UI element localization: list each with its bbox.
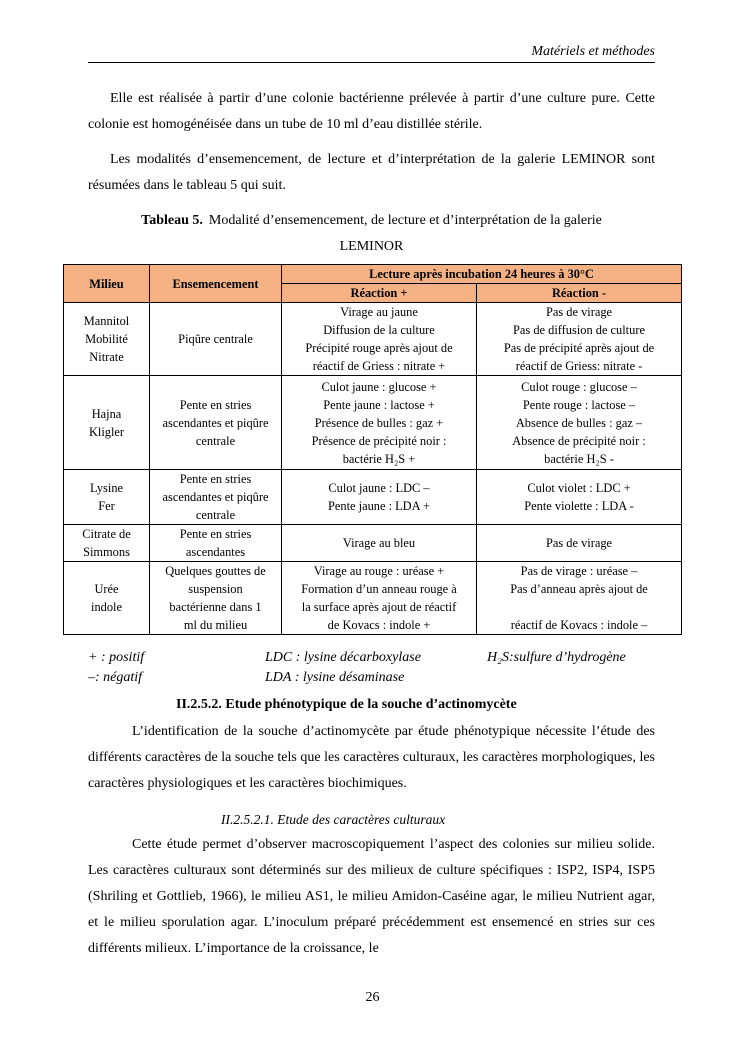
cell-line bbox=[480, 598, 678, 616]
cell-line: la surface après ajout de réactif bbox=[301, 600, 457, 614]
table-row bbox=[64, 525, 682, 562]
cell-line: Pente en stries bbox=[179, 397, 252, 412]
cell-neg bbox=[477, 376, 682, 470]
cell-line: bactérie H₂S - bbox=[544, 451, 614, 466]
cell-line: Pas de virage : uréase – bbox=[520, 564, 638, 578]
cell-line: Culot violet : LDC + bbox=[527, 481, 631, 495]
section-heading: II.2.5.2. Etude phénotypique de la souche d’actinomycète bbox=[176, 697, 517, 712]
cell-line: Culot jaune : LDC – bbox=[328, 481, 430, 495]
cell-milieu bbox=[64, 470, 150, 525]
page-number: 26 bbox=[365, 990, 380, 1005]
cell-line: Pas de précipité après ajout de bbox=[503, 341, 655, 355]
cell-line: Présence de bulles : gaz + bbox=[314, 415, 444, 430]
legend-lda: LDA : lysine désaminase bbox=[265, 670, 405, 685]
cell-pos bbox=[282, 525, 477, 562]
legend-negative: –: négatif bbox=[88, 670, 143, 685]
cell-line: Pente jaune : LDA + bbox=[328, 499, 430, 513]
header-reaction-positive: Réaction + bbox=[282, 284, 477, 303]
paragraph-1-text: Elle est réalisée à partir d’une colonie bactérienne prélevée à partir d’une culture pure. Cette colonie est homogénéisée dans un tube de 10 ml d’eau distillée stérile. bbox=[88, 91, 655, 132]
leminor-table bbox=[63, 264, 682, 635]
legend-h2s: H₂S:sulfure d’hydrogène bbox=[487, 650, 626, 665]
cell-ensemencement bbox=[150, 470, 282, 525]
cell-milieu bbox=[64, 525, 150, 562]
cell-line: Quelques gouttes de bbox=[165, 564, 266, 578]
cell-milieu bbox=[64, 303, 150, 376]
cell-line: centrale bbox=[195, 433, 236, 448]
cell-line: Virage au bleu bbox=[342, 536, 416, 550]
table-row bbox=[64, 470, 682, 525]
table-row bbox=[64, 376, 682, 470]
cell-line: Pente violette : LDA - bbox=[524, 499, 634, 513]
cell-line: Culot jaune : glucose + bbox=[321, 379, 437, 394]
cell-line: Mannitol bbox=[83, 314, 130, 328]
cell-line: Diffusion de la culture bbox=[323, 323, 435, 337]
cell-line: Pente en stries bbox=[179, 472, 252, 486]
table-row bbox=[64, 562, 682, 635]
caption-text: Modalité d’ensemencement, de lecture et d’interprétation de la galerie bbox=[208, 213, 602, 228]
table-caption bbox=[88, 208, 655, 260]
cell-line: bactérienne dans 1 bbox=[169, 600, 262, 614]
cell-line: Fer bbox=[98, 499, 115, 513]
cell-ensemencement bbox=[150, 376, 282, 470]
cell-line: ascendantes bbox=[185, 545, 246, 559]
paragraph-2 bbox=[88, 147, 655, 199]
cell-line: Pente jaune : lactose + bbox=[323, 397, 435, 412]
cell-line: ascendantes et piqûre bbox=[162, 415, 269, 430]
cell-line: Kligler bbox=[88, 424, 125, 439]
cell-neg bbox=[477, 525, 682, 562]
cell-ensemencement bbox=[150, 525, 282, 562]
cell-pos bbox=[282, 562, 477, 635]
cell-pos bbox=[282, 470, 477, 525]
caption-label: Tableau 5. bbox=[141, 213, 203, 228]
cell-line: Pas de virage bbox=[545, 305, 613, 319]
cell-line: réactif de Kovacs : indole – bbox=[510, 618, 648, 632]
cell-line: Virage au jaune bbox=[340, 305, 418, 319]
cell-line: ml du milieu bbox=[183, 618, 248, 632]
cell-milieu bbox=[64, 376, 150, 470]
cell-line: suspension bbox=[188, 582, 243, 596]
cell-line: Urée bbox=[94, 582, 119, 596]
cell-line: Nitrate bbox=[89, 350, 124, 364]
cell-line: bactérie H₂S + bbox=[342, 451, 416, 466]
paragraph-4-text: Cette étude permet d’observer macroscopiquement l’aspect des colonies sur milieu solide. Les caractères culturaux sont déterminés sur des milieux de culture spécifiques : ISP2, ISP4, ISP5 (Shriling et Gottlieb, 1966), le milieu AS1, le milieu Amidon-Caséine agar, le milieu Nutrient agar, et le milieu sporulation agar. L’inoculum préparé précédemment est ensemencé en stries sur ces différents milieux. L’importance de la croissance, le bbox=[88, 837, 655, 956]
cell-line: réactif de Griess : nitrate + bbox=[312, 359, 446, 373]
cell-milieu bbox=[64, 562, 150, 635]
cell-line: réactif de Griess: nitrate - bbox=[515, 359, 643, 373]
cell-line: Absence de bulles : gaz – bbox=[515, 415, 643, 430]
cell-line: Pente en stries bbox=[179, 527, 252, 541]
cell-line: Précipité rouge après ajout de bbox=[305, 341, 453, 355]
header-lecture: Lecture après incubation 24 heures à 30°C bbox=[282, 265, 682, 284]
caption-line-1 bbox=[88, 208, 655, 234]
cell-line: Absence de précipité noir : bbox=[512, 433, 646, 448]
paragraph-3 bbox=[88, 719, 655, 797]
table-body bbox=[64, 303, 682, 635]
cell-ensemencement bbox=[150, 303, 282, 376]
cell-line: Formation d’un anneau rouge à bbox=[301, 582, 457, 596]
cell-neg bbox=[477, 470, 682, 525]
legend-ldc: LDC : lysine décarboxylase bbox=[265, 650, 421, 665]
header-reaction-negative: Réaction - bbox=[477, 284, 682, 303]
cell-line: Culot rouge : glucose – bbox=[521, 379, 637, 394]
cell-line: indole bbox=[91, 600, 122, 614]
cell-neg bbox=[477, 562, 682, 635]
cell-line: Lysine bbox=[89, 481, 124, 495]
cell-line: Pas d’anneau après ajout de bbox=[510, 582, 648, 596]
cell-line: centrale bbox=[195, 508, 236, 522]
caption-text-2: LEMINOR bbox=[339, 239, 404, 254]
cell-line: Hajna bbox=[91, 406, 122, 421]
paragraph-3-text: L’identification de la souche d’actinomycète par étude phénotypique nécessite l’étude des différents caractères de la souche tels que les caractères culturaux, les caractères morphologiques, les caractères physiologiques et les caractères biochimiques. bbox=[88, 724, 655, 791]
cell-pos bbox=[282, 376, 477, 470]
paragraph-1 bbox=[88, 86, 655, 138]
cell-line: Présence de précipité noir : bbox=[311, 433, 447, 448]
cell-line: ascendantes et piqûre bbox=[162, 490, 269, 504]
cell-line: Simmons bbox=[83, 545, 130, 559]
cell-line: de Kovacs : indole + bbox=[327, 618, 431, 632]
header-ensemencement: Ensemencement bbox=[150, 265, 282, 303]
header-milieu: Milieu bbox=[64, 265, 150, 303]
cell-line: Virage au rouge : uréase + bbox=[313, 564, 445, 578]
paragraph-4 bbox=[88, 832, 655, 962]
legend-positive: + : positif bbox=[88, 650, 145, 665]
cell-line: Citrate de bbox=[82, 527, 131, 541]
cell-line: Mobilité bbox=[85, 332, 128, 346]
cell-line: Pas de diffusion de culture bbox=[513, 323, 645, 337]
paragraph-2-text: Les modalités d’ensemencement, de lecture et d’interprétation de la galerie LEMINOR sont résumées dans le tableau 5 qui suit. bbox=[88, 152, 655, 193]
table-row bbox=[64, 303, 682, 376]
cell-ensemencement bbox=[150, 562, 282, 635]
cell-line: Piqûre centrale bbox=[178, 332, 253, 346]
cell-line: Pas de virage bbox=[545, 536, 613, 550]
subsection-heading: II.2.5.2.1. Etude des caractères culturaux bbox=[221, 812, 446, 827]
cell-neg bbox=[477, 303, 682, 376]
running-header: Matériels et méthodes bbox=[88, 44, 655, 63]
cell-line: Pente rouge : lactose – bbox=[522, 397, 636, 412]
cell-pos bbox=[282, 303, 477, 376]
